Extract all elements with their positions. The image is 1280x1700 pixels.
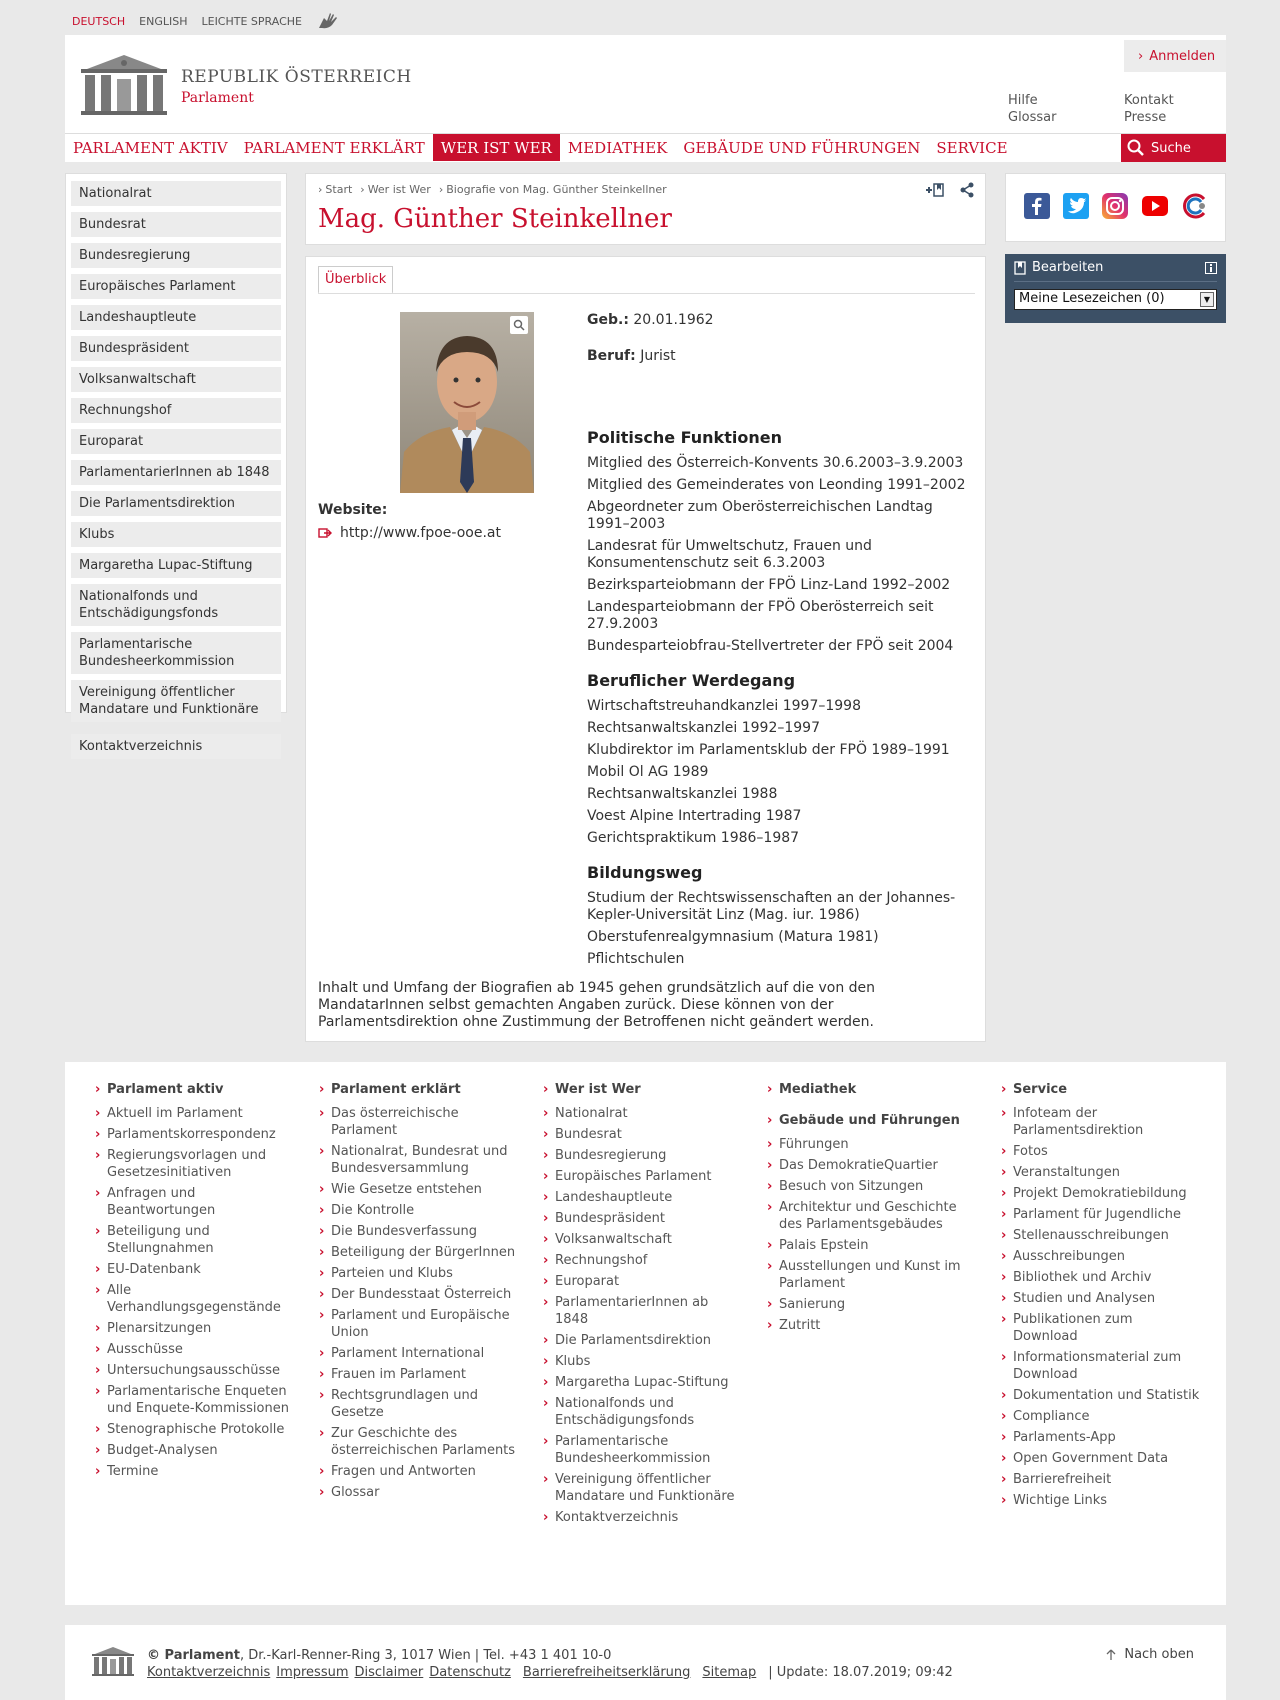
press-link[interactable]: Presse xyxy=(1124,110,1167,125)
footer-link[interactable]: › Regierungsvorlagen und Gesetzesinitiativen xyxy=(95,1147,295,1181)
section-item: Oberstufenrealgymnasium (Matura 1981) xyxy=(587,929,879,945)
footer-link[interactable]: › Barrierefreiheit xyxy=(1001,1471,1201,1488)
link-impressum[interactable]: Impressum xyxy=(276,1665,349,1680)
parliament-logo[interactable] xyxy=(79,53,412,119)
facebook-icon[interactable] xyxy=(1024,193,1050,223)
footer-link[interactable]: › Bibliothek und Archiv xyxy=(1001,1269,1201,1286)
twitter-icon[interactable] xyxy=(1063,193,1089,223)
footer-heading[interactable]: › Mediathek xyxy=(767,1082,967,1097)
sidebar-item[interactable]: Rechnungshof xyxy=(71,398,281,423)
info-icon[interactable] xyxy=(1205,262,1217,274)
sidebar-item[interactable]: Nationalfonds und Entschädigungsfonds xyxy=(71,584,281,626)
sidebar-item[interactable]: Europäisches Parlament xyxy=(71,274,281,299)
section-item: Bezirksparteiobmann der FPÖ Linz-Land 1992–2002 xyxy=(587,577,951,593)
footer-link[interactable]: › Open Government Data xyxy=(1001,1450,1201,1467)
section-heading: Politische Funktionen xyxy=(587,428,782,447)
sidebar-nav xyxy=(65,173,287,754)
chevron-down-icon: ▼ xyxy=(1200,292,1214,307)
sidebar-item[interactable]: Bundesregierung xyxy=(71,243,281,268)
footer-heading[interactable]: › Gebäude und Führungen xyxy=(767,1113,967,1128)
sidebar-item[interactable]: Die Parlamentsdirektion xyxy=(71,491,281,516)
footer-link[interactable]: › Fragen und Antworten xyxy=(319,1463,519,1480)
legal-links xyxy=(147,1664,953,1681)
footer-column xyxy=(767,1082,967,1338)
glossary-link[interactable]: Glossar xyxy=(1008,110,1057,125)
footer-link[interactable]: › Palais Epstein xyxy=(767,1237,967,1254)
sidebar-item[interactable]: Vereinigung öffentlicher Mandatare und Funktionäre xyxy=(71,680,281,722)
back-to-top-button[interactable] xyxy=(1106,1647,1194,1662)
bookmarks-value: Meine Lesezeichen (0) xyxy=(1019,291,1165,306)
section-item: Mobil Ol AG 1989 xyxy=(587,764,709,780)
footer-link[interactable]: › Studien und Analysen xyxy=(1001,1290,1201,1307)
nav-mediathek[interactable]: MEDIATHEK xyxy=(567,138,668,157)
section-item: Rechtsanwaltskanzlei 1992–1997 xyxy=(587,720,820,736)
nav-parlament-erklaert[interactable]: PARLAMENT ERKLÄRT xyxy=(243,138,425,157)
footer-link[interactable]: › Parlament International xyxy=(319,1345,519,1362)
footer-link[interactable]: › Parlament und Europäische Union xyxy=(319,1307,519,1341)
footer-link[interactable]: › Rechtsgrundlagen und Gesetze xyxy=(319,1387,519,1421)
link-datenschutz[interactable]: Datenschutz xyxy=(429,1665,511,1680)
footer-link[interactable]: › Die Kontrolle xyxy=(319,1202,519,1219)
footer-link[interactable]: › Europarat xyxy=(543,1273,743,1290)
section-item: Mitglied des Österreich-Konvents 30.6.2003–3.9.2003 xyxy=(587,455,964,471)
sidebar-item[interactable]: Europarat xyxy=(71,429,281,454)
footer-link[interactable]: › Klubs xyxy=(543,1353,743,1370)
link-barrierefreiheit[interactable]: Barrierefreiheitserklärung xyxy=(522,1665,691,1680)
copyright-org: © Parlament xyxy=(147,1648,240,1663)
footer-link[interactable]: › Frauen im Parlament xyxy=(319,1366,519,1383)
footer-link[interactable]: › Parteien und Klubs xyxy=(319,1265,519,1282)
footer-link[interactable]: › Ausschüsse xyxy=(95,1341,295,1358)
breadcrumb-start[interactable]: › Start xyxy=(318,183,352,196)
biography-facts xyxy=(587,312,977,973)
footer-link[interactable]: › Ausschreibungen xyxy=(1001,1248,1201,1265)
breadcrumb xyxy=(318,183,667,196)
login-label: Anmelden xyxy=(1149,48,1216,64)
sidebar-item[interactable]: Klubs xyxy=(71,522,281,547)
tab-divider xyxy=(318,293,975,294)
sidebar-item[interactable]: Volksanwaltschaft xyxy=(71,367,281,392)
footer-link[interactable]: › Wie Gesetze entstehen xyxy=(319,1181,519,1198)
nav-parlament-aktiv[interactable]: PARLAMENT AKTIV xyxy=(73,138,228,157)
language-bar xyxy=(72,14,340,28)
section-item: Voest Alpine Intertrading 1987 xyxy=(587,808,802,824)
portrait-photo[interactable] xyxy=(400,312,534,493)
website-url: http://www.fpoe-ooe.at xyxy=(340,525,501,541)
section-item: Rechtsanwaltskanzlei 1988 xyxy=(587,786,778,802)
section-heading: Bildungsweg xyxy=(587,863,703,882)
lang-leichte-sprache[interactable]: LEICHTE SPRACHE xyxy=(201,14,302,28)
site-footer xyxy=(65,1062,1226,1605)
footer-link[interactable]: › Compliance xyxy=(1001,1408,1201,1425)
sidebar-item[interactable]: Bundespräsident xyxy=(71,336,281,361)
footer-heading[interactable]: › Parlament aktiv xyxy=(95,1082,295,1097)
biography-content xyxy=(305,256,986,1042)
footer-link[interactable]: › Projekt Demokratiebildung xyxy=(1001,1185,1201,1202)
biography-sections xyxy=(587,428,977,968)
footer-link[interactable]: › EU-Datenbank xyxy=(95,1261,295,1278)
sidebar-item[interactable]: Kontaktverzeichnis xyxy=(71,734,281,759)
section-item: Wirtschaftstreuhandkanzlei 1997–1998 xyxy=(587,698,861,714)
footer-link[interactable]: › Europäisches Parlament xyxy=(543,1168,743,1185)
footer-link[interactable]: › Zur Geschichte des österreichischen Parlaments xyxy=(319,1425,519,1459)
edit-label: Bearbeiten xyxy=(1032,260,1104,275)
sidebar-item[interactable]: Bundesrat xyxy=(71,212,281,237)
footer-link[interactable]: › Beteiligung und Stellungnahmen xyxy=(95,1223,295,1257)
logo-subtitle: Parlament xyxy=(181,89,254,106)
link-kontaktverzeichnis[interactable]: Kontaktverzeichnis xyxy=(147,1665,271,1680)
footer-link[interactable]: › Plenarsitzungen xyxy=(95,1320,295,1337)
footer-link[interactable]: › Aktuell im Parlament xyxy=(95,1105,295,1122)
login-button[interactable] xyxy=(1124,40,1226,72)
footer-link[interactable]: › Nationalrat xyxy=(543,1105,743,1122)
zoom-icon[interactable] xyxy=(510,316,528,334)
footer-heading[interactable]: › Service xyxy=(1001,1082,1201,1097)
footer-link[interactable]: › Führungen xyxy=(767,1136,967,1153)
youtube-icon[interactable] xyxy=(1141,193,1169,223)
footer-link[interactable]: › Veranstaltungen xyxy=(1001,1164,1201,1181)
section-item: Abgeordneter zum Oberösterreichischen Landtag 1991–2003 xyxy=(587,499,933,532)
footer-link[interactable]: › Landeshauptleute xyxy=(543,1189,743,1206)
bottom-bar xyxy=(65,1625,1226,1700)
footer-link[interactable]: › Die Bundesverfassung xyxy=(319,1223,519,1240)
page-tools xyxy=(925,182,975,202)
footer-link[interactable]: › Informationsmaterial zum Download xyxy=(1001,1349,1201,1383)
share-icon[interactable] xyxy=(959,182,975,202)
footer-column xyxy=(95,1082,295,1484)
header-links-1 xyxy=(1008,92,1057,126)
title-box xyxy=(305,173,986,245)
parliament-building-icon xyxy=(79,53,169,119)
footer-link[interactable]: › Architektur und Geschichte des Parlamentsgebäudes xyxy=(767,1199,967,1233)
edit-box xyxy=(1005,254,1226,323)
search-label: Suche xyxy=(1151,140,1191,156)
footer-heading[interactable]: › Parlament erklärt xyxy=(319,1082,519,1097)
footer-link[interactable]: › Parlamentarische Bundesheerkommission xyxy=(543,1433,743,1467)
footer-link[interactable]: › Margaretha Lupac-Stiftung xyxy=(543,1374,743,1391)
external-link-icon xyxy=(318,527,332,539)
footer-link[interactable]: › Budget-Analysen xyxy=(95,1442,295,1459)
website-link[interactable] xyxy=(318,525,501,541)
footer-link[interactable]: › Zutritt xyxy=(767,1317,967,1334)
biography-disclaimer: Inhalt und Umfang der Biografien ab 1945 gehen grundsätzlich auf die von den MandatarInnen selbst gemachten Angaben zurück. Diese können von der Parlamentsdirektion ohne Zustimmung der Betroffenen nicht geändert werden. xyxy=(318,980,876,1030)
help-link[interactable]: Hilfe xyxy=(1008,93,1038,108)
copyright-address: , Dr.-Karl-Renner-Ring 3, 1017 Wien | Tel. +43 1 401 10-0 xyxy=(239,1648,612,1663)
footer-link[interactable]: › Parlament für Jugendliche xyxy=(1001,1206,1201,1223)
footer-link[interactable]: › Bundesrat xyxy=(543,1126,743,1143)
nav-wer-ist-wer[interactable]: WER IST WER xyxy=(433,134,560,161)
breadcrumb-wer-ist-wer[interactable]: › Wer ist Wer xyxy=(360,183,431,196)
footer-link[interactable]: › Nationalfonds und Entschädigungsfonds xyxy=(543,1395,743,1429)
section-item: Landesparteiobmann der FPÖ Oberösterreich seit 27.9.2003 xyxy=(587,599,934,632)
link-disclaimer[interactable]: Disclaimer xyxy=(354,1665,424,1680)
section-item: Landesrat für Umweltschutz, Frauen und Konsumentenschutz seit 6.3.2003 xyxy=(587,538,872,571)
lang-deutsch[interactable]: DEUTSCH xyxy=(72,14,126,28)
sidebar-item[interactable]: Parlamentarische Bundesheerkommission xyxy=(71,632,281,674)
copyright xyxy=(147,1647,953,1681)
footer-link[interactable]: › Parlamentskorrespondenz xyxy=(95,1126,295,1143)
footer-link[interactable]: › Stenographische Protokolle xyxy=(95,1421,295,1438)
footer-link[interactable]: › Termine xyxy=(95,1463,295,1480)
footer-link[interactable]: › Parlaments-App xyxy=(1001,1429,1201,1446)
site-header xyxy=(65,35,1226,162)
link-sitemap[interactable]: Sitemap xyxy=(702,1665,757,1680)
footer-heading[interactable]: › Wer ist Wer xyxy=(543,1082,743,1097)
sign-language-icon[interactable] xyxy=(316,10,340,33)
section-item: Studium der Rechtswissenschaften an der Johannes-Kepler-Universität Linz (Mag. iur. 1986) xyxy=(587,890,956,923)
breadcrumb-current: › Biografie von Mag. Günther Steinkellner xyxy=(439,183,667,196)
bookmark-icon xyxy=(1014,261,1026,275)
parliament-building-icon xyxy=(91,1646,135,1678)
instagram-icon[interactable] xyxy=(1102,193,1128,223)
nav-service[interactable]: SERVICE xyxy=(936,138,1008,157)
footer-link[interactable]: › Stellenausschreibungen xyxy=(1001,1227,1201,1244)
birth-date: Geb.: 20.01.1962 xyxy=(587,312,714,328)
footer-link[interactable]: › Vereinigung öffentlicher Mandatare und Funktionäre xyxy=(543,1471,743,1505)
section-item: Bundesparteiobfrau-Stellvertreter der FPÖ seit 2004 xyxy=(587,638,954,654)
footer-column xyxy=(1001,1082,1201,1513)
chevron-right-icon: › xyxy=(1138,48,1144,64)
footer-link[interactable]: › Infoteam der Parlamentsdirektion xyxy=(1001,1105,1201,1139)
sidebar-item[interactable]: Nationalrat xyxy=(71,181,281,206)
update-date: | Update: 18.07.2019; 09:42 xyxy=(768,1665,953,1680)
arrow-up-icon xyxy=(1106,1649,1116,1661)
header-links-2 xyxy=(1124,92,1174,126)
search-button[interactable] xyxy=(1121,134,1226,162)
footer-column xyxy=(543,1082,743,1530)
sidebar-item[interactable]: ParlamentarierInnen ab 1848 xyxy=(71,460,281,485)
footer-link[interactable]: › Publikationen zum Download xyxy=(1001,1311,1201,1345)
footer-link[interactable]: › Anfragen und Beantwortungen xyxy=(95,1185,295,1219)
page-title: Mag. Günther Steinkellner xyxy=(318,204,672,234)
footer-link[interactable]: › Bundespräsident xyxy=(543,1210,743,1227)
section-item: Klubdirektor im Parlamentsklub der FPÖ 1989–1991 xyxy=(587,742,950,758)
footer-link[interactable]: › Bundesregierung xyxy=(543,1147,743,1164)
search-icon xyxy=(1127,139,1145,157)
footer-link[interactable]: › Dokumentation und Statistik xyxy=(1001,1387,1201,1404)
footer-link[interactable]: › Alle Verhandlungsgegenstände xyxy=(95,1282,295,1316)
main-nav xyxy=(65,133,1226,161)
footer-link[interactable]: › Kontaktverzeichnis xyxy=(543,1509,743,1526)
contact-link[interactable]: Kontakt xyxy=(1124,93,1174,108)
back-to-top-label: Nach oben xyxy=(1124,1647,1194,1662)
section-item: Pflichtschulen xyxy=(587,951,685,967)
footer-column xyxy=(319,1082,519,1505)
footer-link[interactable]: › Sanierung xyxy=(767,1296,967,1313)
footer-link[interactable]: › Der Bundesstaat Österreich xyxy=(319,1286,519,1303)
section-item: Mitglied des Gemeinderates von Leonding 1991–2002 xyxy=(587,477,966,493)
footer-link[interactable]: › Nationalrat, Bundesrat und Bundesversammlung xyxy=(319,1143,519,1177)
logo-title: REPUBLIK ÖSTERREICH xyxy=(181,66,412,87)
website-label: Website: xyxy=(318,502,388,518)
nav-gebaeude[interactable]: GEBÄUDE UND FÜHRUNGEN xyxy=(683,138,921,157)
footer-link[interactable]: › Glossar xyxy=(319,1484,519,1501)
footer-link[interactable]: › Das DemokratieQuartier xyxy=(767,1157,967,1174)
footer-link[interactable]: › ParlamentarierInnen ab 1848 xyxy=(543,1294,743,1328)
sidebar-item[interactable]: Margaretha Lupac-Stiftung xyxy=(71,553,281,578)
profession: Beruf: Jurist xyxy=(587,348,676,364)
tab-ueberblick[interactable]: Überblick xyxy=(318,266,393,294)
section-item: Gerichtspraktikum 1986–1987 xyxy=(587,830,800,846)
add-bookmark-icon[interactable] xyxy=(925,182,945,202)
section-heading: Beruflicher Werdegang xyxy=(587,671,796,690)
footer-link[interactable]: › Rechnungshof xyxy=(543,1252,743,1269)
lang-english[interactable]: ENGLISH xyxy=(139,14,188,28)
footer-link[interactable]: › Das österreichische Parlament xyxy=(319,1105,519,1139)
mediathek-icon[interactable] xyxy=(1182,193,1208,223)
footer-link[interactable]: › Fotos xyxy=(1001,1143,1201,1160)
footer-link[interactable]: › Volksanwaltschaft xyxy=(543,1231,743,1248)
footer-link[interactable]: › Parlamentarische Enqueten und Enquete-Kommissionen xyxy=(95,1383,295,1417)
footer-link[interactable]: › Beteiligung der BürgerInnen xyxy=(319,1244,519,1261)
footer-link[interactable]: › Ausstellungen und Kunst im Parlament xyxy=(767,1258,967,1292)
social-links xyxy=(1005,173,1226,242)
footer-link[interactable]: › Besuch von Sitzungen xyxy=(767,1178,967,1195)
edit-box-header xyxy=(1014,260,1217,282)
footer-link[interactable]: › Die Parlamentsdirektion xyxy=(543,1332,743,1349)
bookmarks-select[interactable] xyxy=(1014,289,1217,310)
footer-link[interactable]: › Untersuchungsausschüsse xyxy=(95,1362,295,1379)
sidebar-item[interactable]: Landeshauptleute xyxy=(71,305,281,330)
footer-link[interactable]: › Wichtige Links xyxy=(1001,1492,1201,1509)
